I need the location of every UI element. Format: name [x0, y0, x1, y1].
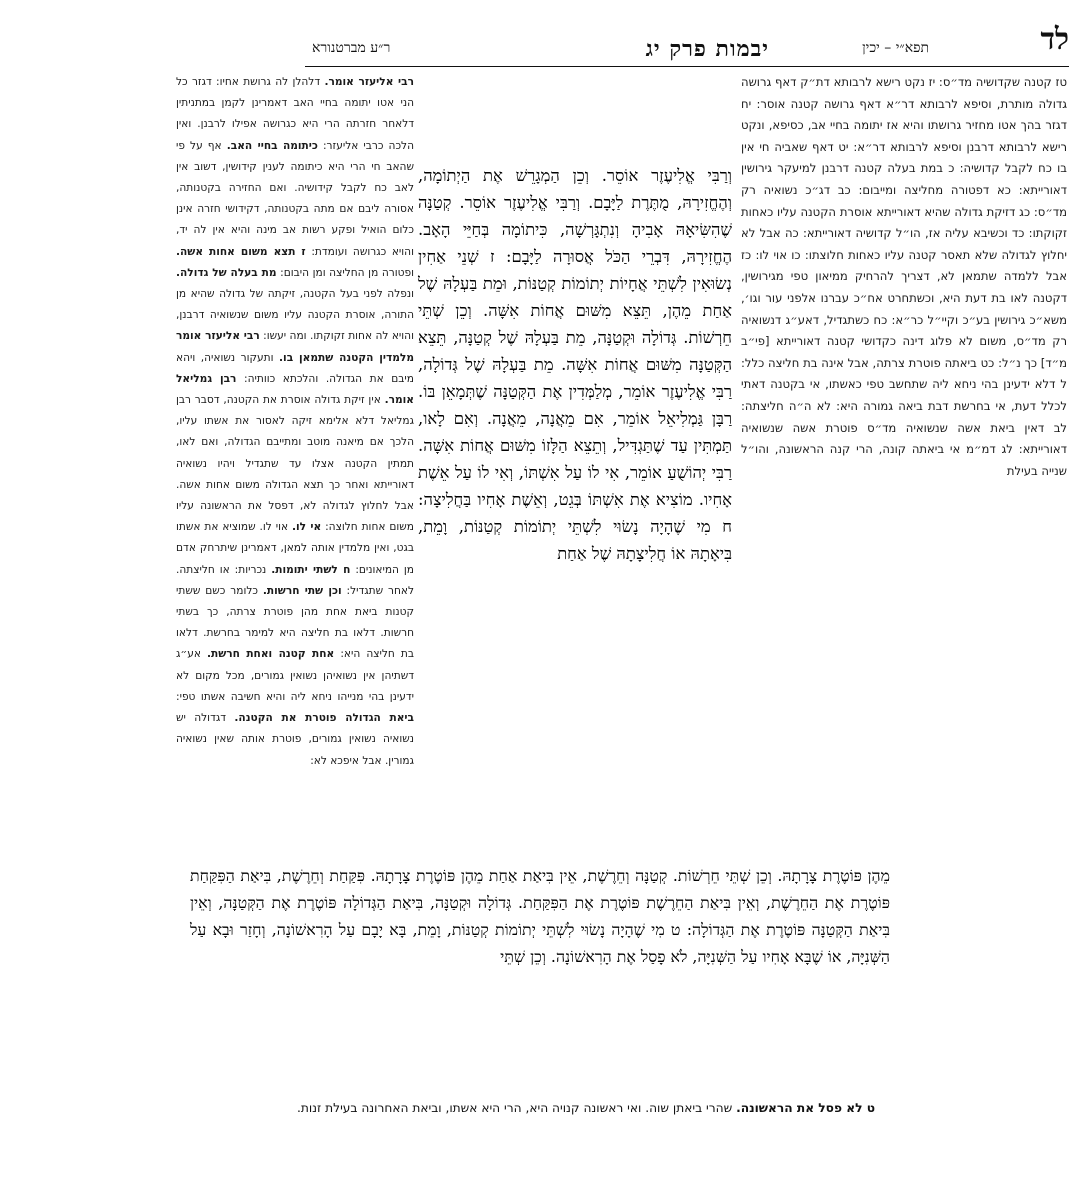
tractate-title: יבמות פרק יג	[645, 36, 769, 62]
commentary-gloss: ותעקור נשואיה, ויהא מיבם את הגדולה. והלכתא כוותיה:	[176, 351, 414, 385]
right-commentary-column	[741, 72, 1067, 482]
commentary-gloss: אע״ג דשתיהן אין נשואיהן נשואין גמורים, מכל מקום לא ידעינן בהי מנייהו ניחא ליה והיא חשיבה אשתו טפי:	[176, 648, 414, 703]
right-commentary-text: טז קטנה שקדושיה מד״ס: יז נקט רישא לרבותא דת״ק דאף גרושה גדולה מותרת, וסיפא לרבותא דר״א דאף גרושה קטנה אוסר: יח דגזר בהך אטו מחזיר גרושתו והיא אז יתומה בחיי אב, כסיפא, ונקט רישא לרבותא דרבנן וסיפא לרבותא דר״א: יט דאף שאביה חי אין בו כח לקבל קדושיה: כ במת בעלה קטנה דרבנן למיעקר גירושין דאורייתא: כא דפטורה מחליצה ומייבום: כב דג״כ נשואיה רק מד״ס: כג דזיקת גדולה שהיא דאורייתא אוסרת הקטנה עליו כאחות זקוקתו: כד וכשיבא עליה אז, הו״ל קדושיה דאורייתא: כה אבל לא יחלוץ לגדולה שלא תאסר קטנה עליו כאחות חלוצתו: כו אוי לו: כז אבל ללמדה שתמאן לא, דצריך להרחיק ממיאון טפי מגירושין, דקטנה לאו בת דעת היא, וכשתחרט אח״כ עברנו אלפני עור וגו׳, משא״כ גירושין בע״כ וקיי״ל כר״א: כח כשתגדיל, דאע״ג דנשואיה רק מד״ס, משום לא פלוג דינה כקדושי קטנה דאורייתא [פי״ב מ״ד] כך נ״ל: כט ביאתה פוטרת צרתה, אבל אינה בת חליצה כלל: ל דלא ידעינן בהי ניחא ליה שתחשב טפי כאשתו, אי בקטנה דאתי לכלל דעת, אי בחרשת דבת ביאה גמורה היא: לא ה״ה חליצתה: לב דאין ביאת אשה שנשואיה מד״ס פוטרת אשה שנשואיה דאורייתא: לג דמ״מ אי ביאתה קונה, הרי קנה הראשונה, והו״ל שנייה בעילת	[741, 75, 1067, 478]
commentary-lemma: ח לשתי יתומות.	[271, 563, 351, 576]
commentary-gloss: אוי לו. שמוציא את אשתו בגט, ואין מלמדין אותה למאן, דאמרינן שיתרחק אדם מן המיאונים:	[176, 521, 414, 576]
mishnah-wide-block	[190, 862, 890, 970]
commentary-lemma: רבי אליעזר אומר.	[324, 76, 415, 88]
commentary-lemma: מת בעלה של גדולה.	[176, 266, 277, 279]
commentary-lemma: רבן גמליאל אומר.	[176, 372, 414, 407]
commentary-gloss: ופטורה מן החליצה ומן היבום:	[280, 266, 414, 279]
header-rule	[305, 66, 1069, 67]
commentary-gloss: דגדולה יש נשואיה נשואין גמורים, פוטרת אותה שאין נשואיה גמורין. אבל איפכא לא:	[176, 712, 414, 767]
commentary-gloss: ונפלה לפני בעל הקטנה, זיקתה של גדולה שהיא מן התורה, אוסרת הקטנה עליו משום שנשואיה דרבנן, והויא לה אחות זקוקתו. ומה יעשו:	[176, 288, 414, 343]
commentary-gloss: כלומר כשם ששתי קטנות ביאת אחת מהן פוטרת צרתה, כך בשתי חרשות. דלאו בת חליצה היא למימר בחרשת. דלאו בת חליצה היא:	[176, 584, 414, 661]
folio-number: לד	[1040, 22, 1069, 57]
mishnah-text-lower: מֵהֶן פּוֹטֶרֶת צָרָתָהּ. וְכֵן שְׁתֵּי חֵרְשׁוֹת. קְטַנָּה וְחֵרֶשֶׁת, אֵין בִּיאַת אַחַת מֵהֶן פּוֹטֶרֶת צָרָתָהּ. פִּקַּחַת וְחֵרֶשֶׁת, בִּיאַת הַפִּקַּחַת פּוֹטֶרֶת אֶת הַחֵרֶשֶׁת, וְאֵין בִּיאַת הַחֵרֶשֶׁת פּוֹטֶרֶת אֶת הַפִּקַּחַת. גְּדוֹלָה וּקְטַנָּה, בִּיאַת הַגְּדוֹלָה פּוֹטֶרֶת אֶת הַקְּטַנָּה, וְאֵין בִּיאַת הַקְּטַנָּה פּוֹטֶרֶת אֶת הַגְּדוֹלָה: ט מִי שֶׁהָיָה נָשׂוּי לִשְׁתֵּי יְתוֹמוֹת קְטַנּוֹת, וָמֵת, בָּא יָבָם עַל הָרִאשׁוֹנָה, וְחָזַר וּבָא עַל הַשְּׁנִיָּה, אוֹ שֶׁבָּא אָחִיו עַל הַשְּׁנִיָּה, לֹא פָסַל אֶת הָרִאשׁוֹנָה. וְכֵן שְׁתֵּי	[190, 866, 890, 966]
commentary-label: ר״ע מברטנורא	[312, 40, 391, 56]
commentary-gloss: נכריות: או חליצתה. לאחר שתגדיל:	[176, 563, 414, 597]
commentary-range-label: תפא״י – יכין	[862, 40, 929, 56]
commentary-gloss: אין זיקת גדולה אוסרת את הקטנה, דסבר רבן גמליאל דלא אלימא זיקה לאסור את אשתו עליו, הלכך אם מיאנה מוטב ומתייבם הגדולה, ואם לאו, תמתין הקטנה אצלו עד שתגדיל ויהיו נשואיה דאורייתא ואחר כך תצא הגדולה משום אחות אשה. אבל לחלוץ לגדולה לא, דפסל את הראשונה עליו משום אחות חלוצה:	[176, 394, 414, 534]
footer-gloss: שהרי ביאתן שוה. ואי ראשונה קנויה היא, הרי היא אשתו, וביאת האחרונה בעילת זנות.	[296, 1101, 733, 1115]
mishnah-main-column	[418, 162, 732, 567]
footer-commentary	[195, 1098, 875, 1119]
commentary-lemma: וכן שתי חרשות.	[262, 584, 342, 597]
page-header	[300, 22, 1069, 68]
left-commentary-text	[176, 72, 414, 772]
commentary-lemma: רבי אליעזר אומר מלמדין הקטנה שתמאן בו.	[176, 330, 414, 364]
commentary-lemma: ז תצא משום אחות אשה.	[176, 245, 306, 258]
footer-lemma: ט לא פסל את הראשונה.	[736, 1101, 875, 1115]
commentary-lemma: כיתומה בחיי האב.	[226, 139, 318, 152]
commentary-gloss: אף על פי שהאב חי הרי היא כיתומה לענין קידושין, דשוב אין לאב כח לקבל קידושיה. ואם החזירה בקטנותה, אסורה ליבם אם מתה בקטנותה, דקידושי חזרה אינן כלום הואיל ופקע רשות אב מינה והיא אין לה יד, והויא כגרושה ועומדת:	[176, 139, 414, 258]
left-commentary-column	[176, 72, 414, 772]
commentary-lemma: אי לו.	[292, 521, 322, 534]
commentary-lemma: אחת קטנה ואחת חרשת.	[206, 648, 335, 661]
mishnah-text-upper: וְרַבִּי אֱלִיעֶזֶר אוֹסֵר. וְכֵן הַמְגָרֵשׁ אֶת הַיְתוֹמָה, וְהֶחֱזִירָהּ, מֻתֶּרֶת לַיָּבָם. וְרַבִּי אֱלִיעֶזֶר אוֹסֵר. קְטַנָּה שֶׁהִשִּׂיאָהּ אָבִיהָ וְנִתְגָּרְשָׁה, כִּיתוֹמָה בְּחַיֵּי הָאָב. הֶחֱזִירָהּ, דִּבְרֵי הַכֹּל אֲסוּרָה לַיָּבָם: ז שְׁנֵי אַחִין נְשׂוּאִין לִשְׁתֵּי אֲחָיוֹת יְתוֹמוֹת קְטַנּוֹת, וּמֵת בַּעְלָהּ שֶׁל אַחַת מֵהֶן, תֵּצֵא מִשּׁוּם אֲחוֹת אִשָּׁה. וְכֵן שְׁתֵּי חֵרְשׁוֹת. גְּדוֹלָה וּקְטַנָּה, מֵת בַּעְלָהּ שֶׁל קְטַנָּה, תֵּצֵא הַקְּטַנָּה מִשּׁוּם אֲחוֹת אִשָּׁה. מֵת בַּעְלָהּ שֶׁל גְּדוֹלָה, רַבִּי אֱלִיעֶזֶר אוֹמֵר, מְלַמְּדִין אֶת הַקְּטַנָּה שֶׁתְּמָאֵן בּוֹ. רַבָּן גַּמְלִיאֵל אוֹמֵר, אִם מֵאֲנָה, מֵאֲנָה. וְאִם לָאו, תַּמְתִּין עַד שֶׁתַּגְדִּיל, וְתֵצֵא הַלָּזוֹ מִשּׁוּם אֲחוֹת אִשָּׁה. רַבִּי יְהוֹשֻׁעַ אוֹמֵר, אִי לוֹ עַל אִשְׁתּוֹ, וְאִי לוֹ עַל אֵשֶׁת אָחִיו. מוֹצִיא אֶת אִשְׁתּוֹ בְּגֵט, וְאֵשֶׁת אָחִיו בַּחֲלִיצָה: ח מִי שֶׁהָיָה נָשׂוּי לִשְׁתֵּי יְתוֹמוֹת קְטַנּוֹת, וָמֵת, בִּיאָתָהּ אוֹ חֲלִיצָתָהּ שֶׁל אַחַת	[418, 166, 732, 563]
commentary-gloss: דלהלן לה גרושת אחיו: דגזר כל הני אטו יתומה בחיי האב דאמרינן לקמן במתניתין דלאחר חזרתה הרי היא כגרושה אפילו לרבנן. ואין הלכה כרבי אליעזר:	[176, 76, 414, 152]
commentary-lemma: ביאת הגדולה פוטרת את הקטנה.	[234, 712, 414, 725]
